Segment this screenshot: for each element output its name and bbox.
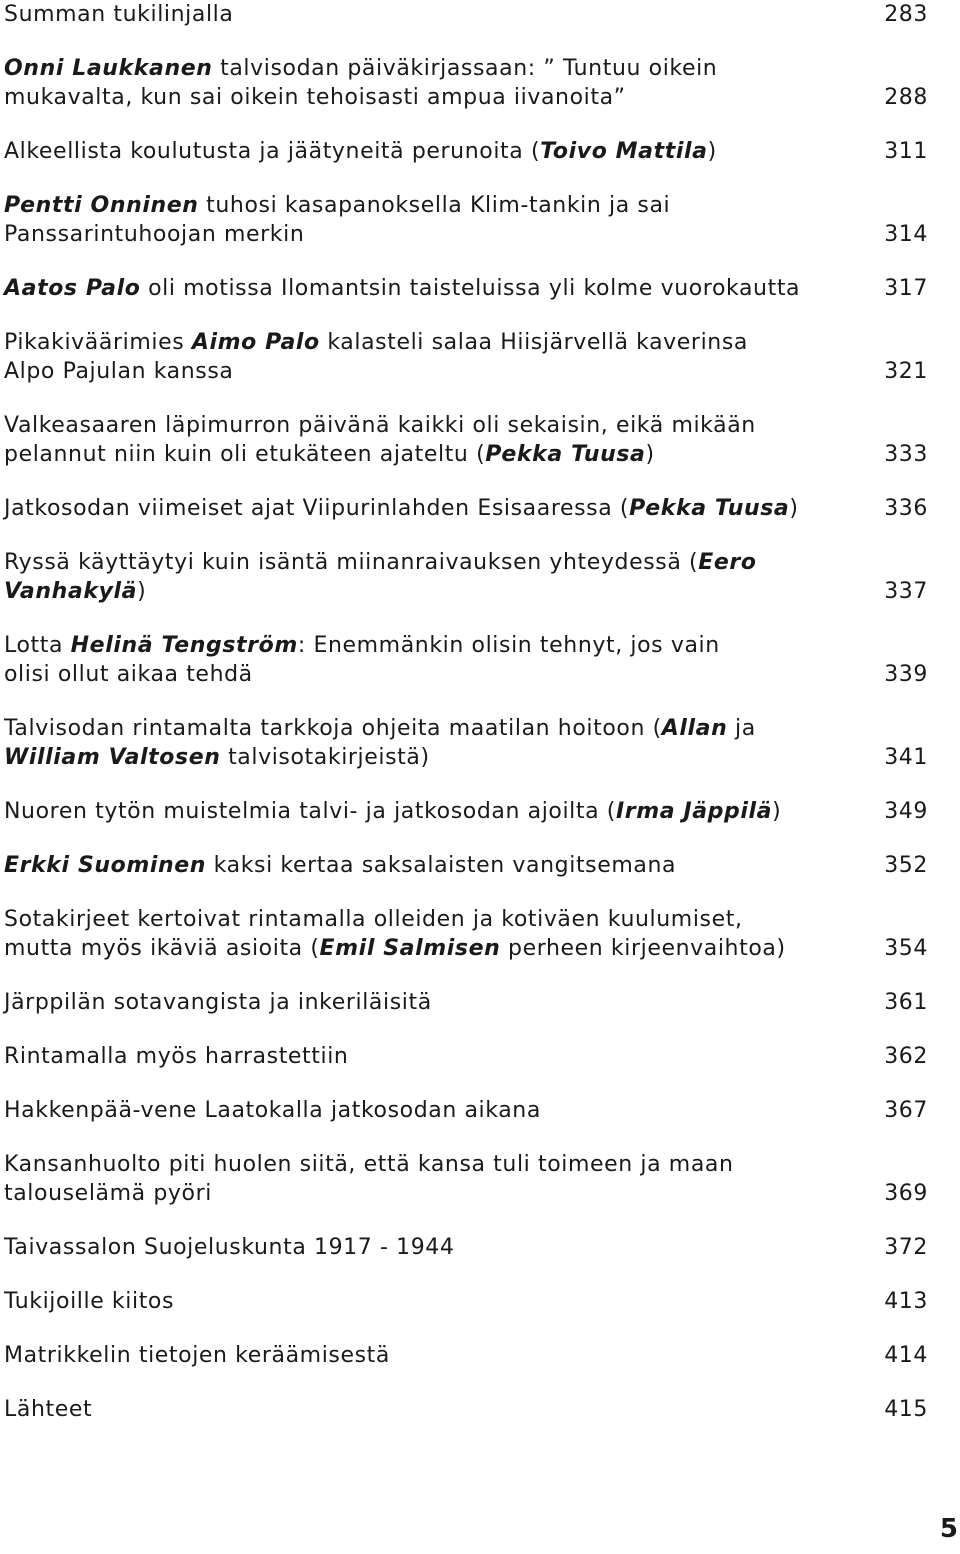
- title-text: Järppilän sotavangista ja inkeriläisitä: [4, 990, 432, 1015]
- person-name: Erkki Suominen: [4, 853, 207, 878]
- title-text: : Enemmänkin olisin tehnyt, jos vain: [297, 633, 720, 658]
- toc-entry-page: 415: [884, 1397, 928, 1422]
- person-name: Eero: [698, 550, 757, 575]
- toc-entry: [4, 411, 928, 469]
- toc-entry-page: 354: [884, 936, 928, 961]
- toc-entry-page: 311: [884, 139, 928, 164]
- person-name: Aatos Palo: [4, 276, 141, 301]
- toc-entry: [4, 1287, 928, 1316]
- title-text: Lotta: [4, 633, 71, 658]
- toc-entry: [4, 631, 928, 689]
- toc-entry: [4, 714, 928, 772]
- title-text: kalasteli salaa Hiisjärvellä kaverinsa: [319, 330, 748, 355]
- title-text: tuhosi kasapanoksella Klim-tankin ja sai: [198, 193, 671, 218]
- person-name: Toivo Mattila: [540, 139, 708, 164]
- toc-entry-page: 361: [884, 990, 928, 1015]
- toc-entry-title: [4, 137, 864, 166]
- toc-entry-title: [4, 54, 864, 112]
- title-text: talvisodan päiväkirjassaan: ” Tuntuu oikein: [212, 56, 718, 81]
- person-name: Pekka Tuusa: [485, 442, 646, 467]
- toc-entry-page: 317: [884, 276, 928, 301]
- toc-entry: [4, 905, 928, 963]
- person-name: Onni Laukkanen: [4, 56, 213, 81]
- title-text: Summan tukilinjalla: [4, 2, 234, 27]
- title-text: Alkeellista koulutusta ja jäätyneitä perunoita (: [4, 139, 541, 164]
- toc-entry-title: [4, 1096, 864, 1125]
- toc-entry-page: 414: [884, 1343, 928, 1368]
- title-text: mutta myös ikäviä asioita (: [4, 936, 320, 961]
- title-text: Ryssä käyttäytyi kuin isäntä miinanraivauksen yhteydessä (: [4, 550, 699, 575]
- toc-entry-page: 367: [884, 1098, 928, 1123]
- toc-entry-page: 283: [884, 2, 928, 27]
- toc-entry-title: [4, 1287, 864, 1316]
- title-text: Hakkenpää-vene Laatokalla jatkosodan aikana: [4, 1098, 541, 1123]
- person-name: Pekka Tuusa: [629, 496, 790, 521]
- title-text: Matrikkelin tietojen keräämisestä: [4, 1343, 390, 1368]
- toc-entry-page: 339: [884, 662, 928, 687]
- person-name: Emil Salmisen: [319, 936, 501, 961]
- title-text: ja: [727, 716, 756, 741]
- toc-entry: [4, 1395, 928, 1424]
- toc-entry-title: [4, 905, 864, 963]
- title-text: ): [789, 496, 799, 521]
- person-name: Pentti Onninen: [4, 193, 199, 218]
- title-text: mukavalta, kun sai oikein tehoisasti ampua iivanoita”: [4, 85, 626, 110]
- toc-entry-page: 349: [884, 799, 928, 824]
- toc-entry: [4, 54, 928, 112]
- title-text: ): [772, 799, 782, 824]
- title-text: Jatkosodan viimeiset ajat Viipurinlahden Esisaaressa (: [4, 496, 630, 521]
- toc-entry-title: [4, 797, 864, 826]
- person-name: Helinä Tengström: [70, 633, 298, 658]
- toc-list: [4, 0, 928, 1424]
- toc-entry-title: [4, 1042, 864, 1071]
- toc-entry: [4, 1341, 928, 1370]
- toc-entry-title: [4, 714, 864, 772]
- toc-entry-title: [4, 1233, 864, 1262]
- toc-entry: [4, 1150, 928, 1208]
- title-text: Lähteet: [4, 1397, 93, 1422]
- title-text: Kansanhuolto piti huolen siitä, että kansa tuli toimeen ja maan: [4, 1152, 734, 1177]
- title-text: Pikakiväärimies: [4, 330, 192, 355]
- toc-entry-title: [4, 328, 864, 386]
- toc-entry-page: 362: [884, 1044, 928, 1069]
- toc-entry: [4, 1096, 928, 1125]
- toc-entry-title: [4, 851, 864, 880]
- toc-entry-title: [4, 1150, 864, 1208]
- toc-entry-page: 341: [884, 745, 928, 770]
- toc-entry: [4, 797, 928, 826]
- toc-entry: [4, 851, 928, 880]
- toc-entry-title: [4, 1395, 864, 1424]
- title-text: talvisotakirjeistä): [220, 745, 430, 770]
- person-name: Vanhakylä: [4, 579, 138, 604]
- person-name: Allan: [661, 716, 728, 741]
- person-name: Irma Jäppilä: [615, 799, 773, 824]
- toc-entry: [4, 494, 928, 523]
- toc-entry: [4, 274, 928, 303]
- toc-entry-title: [4, 548, 864, 606]
- toc-entry-title: [4, 191, 864, 249]
- title-text: Taivassalon Suojeluskunta 1917 - 1944: [4, 1235, 455, 1260]
- page-number: 5: [939, 1514, 958, 1544]
- title-text: Valkeasaaren läpimurron päivänä kaikki oli sekaisin, eikä mikään: [4, 413, 756, 438]
- toc-entry: [4, 1233, 928, 1262]
- toc-entry: [4, 137, 928, 166]
- title-text: Rintamalla myös harrastettiin: [4, 1044, 349, 1069]
- toc-entry-page: 288: [884, 85, 928, 110]
- title-text: Tukijoille kiitos: [4, 1289, 175, 1314]
- toc-entry: [4, 548, 928, 606]
- toc-entry-title: [4, 274, 864, 303]
- person-name: Aimo Palo: [191, 330, 320, 355]
- toc-entry-page: 336: [884, 496, 928, 521]
- toc-entry-title: [4, 631, 864, 689]
- title-text: ): [707, 139, 717, 164]
- toc-entry-page: 314: [884, 222, 928, 247]
- toc-entry-page: 413: [884, 1289, 928, 1314]
- title-text: talouselämä pyöri: [4, 1181, 212, 1206]
- toc-entry-page: 352: [884, 853, 928, 878]
- toc-entry-title: [4, 1341, 864, 1370]
- toc-entry-page: 337: [884, 579, 928, 604]
- toc-entry-title: [4, 494, 864, 523]
- toc-entry: [4, 328, 928, 386]
- title-text: Talvisodan rintamalta tarkkoja ohjeita maatilan hoitoon (: [4, 716, 662, 741]
- toc-entry-title: [4, 411, 864, 469]
- title-text: Alpo Pajulan kanssa: [4, 359, 234, 384]
- toc-entry: [4, 0, 928, 29]
- toc-entry: [4, 988, 928, 1017]
- toc-entry-page: 321: [884, 359, 928, 384]
- title-text: perheen kirjeenvaihtoa): [500, 936, 786, 961]
- title-text: oli motissa Ilomantsin taisteluissa yli kolme vuorokautta: [140, 276, 801, 301]
- title-text: Panssarintuhoojan merkin: [4, 222, 305, 247]
- toc-entry-page: 333: [884, 442, 928, 467]
- toc-entry-title: [4, 988, 864, 1017]
- toc-entry-page: 372: [884, 1235, 928, 1260]
- title-text: ): [645, 442, 655, 467]
- table-of-contents: [4, 0, 928, 1449]
- person-name: William Valtosen: [4, 745, 221, 770]
- toc-entry: [4, 1042, 928, 1071]
- title-text: olisi ollut aikaa tehdä: [4, 662, 253, 687]
- title-text: Sotakirjeet kertoivat rintamalla olleiden ja kotiväen kuulumiset,: [4, 907, 743, 932]
- title-text: kaksi kertaa saksalaisten vangitsemana: [206, 853, 677, 878]
- toc-entry-title: [4, 0, 864, 29]
- title-text: pelannut niin kuin oli etukäteen ajateltu (: [4, 442, 486, 467]
- toc-entry: [4, 191, 928, 249]
- title-text: ): [137, 579, 147, 604]
- title-text: Nuoren tytön muistelmia talvi- ja jatkosodan ajoilta (: [4, 799, 616, 824]
- toc-entry-page: 369: [884, 1181, 928, 1206]
